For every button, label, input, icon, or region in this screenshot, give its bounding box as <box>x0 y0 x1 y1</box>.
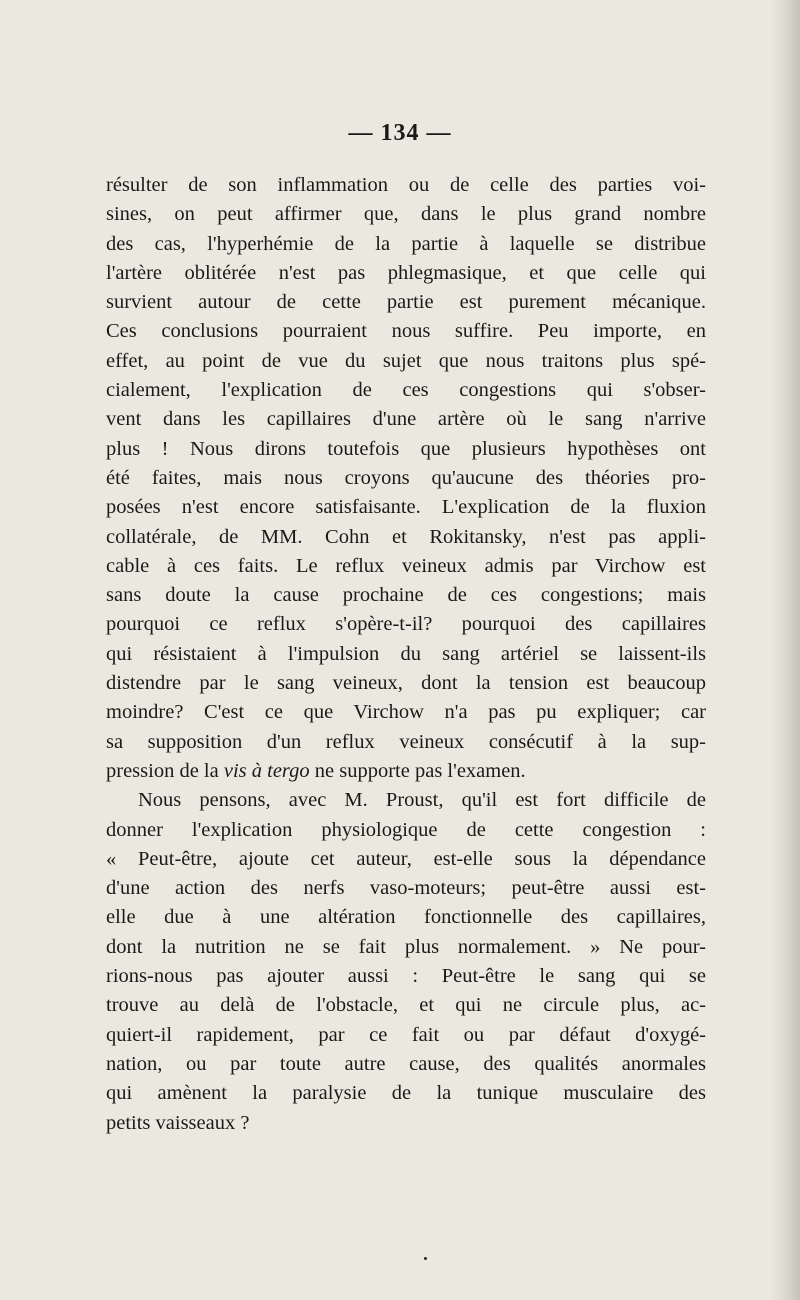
text-line: sa supposition d'un reflux veineux consécutif à la sup- <box>106 730 706 753</box>
paragraph-start-line: Nous pensons, avec M. Proust, qu'il est fort difficile de <box>138 789 706 812</box>
ink-speck <box>424 1257 427 1260</box>
text-line: sines, on peut affirmer que, dans le plus grand nombre <box>106 203 706 226</box>
text-line: sans doute la cause prochaine de ces congestions; mais <box>106 584 706 607</box>
paragraph-end-line <box>106 757 706 786</box>
italic-phrase: vis à tergo <box>223 759 310 782</box>
text-line: qui résistaient à l'impulsion du sang artériel se laissent-ils <box>106 642 706 665</box>
body-text <box>106 171 706 1138</box>
text-line: moindre? C'est ce que Virchow n'a pas pu expliquer; car <box>106 701 706 724</box>
text-segment: pression de la <box>106 759 224 782</box>
text-segment: ne supporte pas l'examen. <box>309 759 526 782</box>
text-line: survient autour de cette partie est purement mécanique. <box>106 291 706 314</box>
text-line: l'artère oblitérée n'est pas phlegmasique, et que celle qui <box>106 261 706 284</box>
text-line: été faites, mais nous croyons qu'aucune des théories pro- <box>106 466 706 489</box>
text-line: elle due à une altération fonctionnelle des capillaires, <box>106 906 706 929</box>
text-line: dont la nutrition ne se fait plus normalement. » Ne pour- <box>106 935 706 958</box>
text-line: des cas, l'hyperhémie de la partie à laquelle se distribue <box>106 232 706 255</box>
text-line: nation, ou par toute autre cause, des qualités anormales <box>106 1052 706 1075</box>
page-edge-shadow <box>770 0 800 1300</box>
text-line: vent dans les capillaires d'une artère où le sang n'arrive <box>106 408 706 431</box>
text-line: cialement, l'explication de ces congestions qui s'obser- <box>106 379 706 402</box>
text-line: donner l'explication physiologique de cette congestion : <box>106 818 706 841</box>
paragraph-end-line: petits vaisseaux ? <box>106 1111 250 1134</box>
text-line: d'une action des nerfs vaso-moteurs; peut-être aussi est- <box>106 877 706 900</box>
text-line: plus ! Nous dirons toutefois que plusieurs hypothèses ont <box>106 437 706 460</box>
text-line: Ces conclusions pourraient nous suffire. Peu importe, en <box>106 320 706 343</box>
text-line: cable à ces faits. Le reflux veineux admis par Virchow est <box>106 554 706 577</box>
text-line: collatérale, de MM. Cohn et Rokitansky, n'est pas appli- <box>106 525 706 548</box>
text-line: trouve au delà de l'obstacle, et qui ne circule plus, ac- <box>106 994 706 1017</box>
text-line: pourquoi ce reflux s'opère-t-il? pourquoi des capillaires <box>106 613 706 636</box>
text-line: résulter de son inflammation ou de celle des parties voi- <box>106 174 706 196</box>
text-line: rions-nous pas ajouter aussi : Peut-être le sang qui se <box>106 965 706 988</box>
text-line: « Peut-être, ajoute cet auteur, est-elle sous la dépendance <box>106 847 706 870</box>
text-line: posées n'est encore satisfaisante. L'explication de la fluxion <box>106 496 706 519</box>
text-line: qui amènent la paralysie de la tunique musculaire des <box>106 1082 706 1105</box>
text-line: distendre par le sang veineux, dont la tension est beaucoup <box>106 672 706 695</box>
text-line: quiert-il rapidement, par ce fait ou par défaut d'oxygé- <box>106 1023 706 1046</box>
page-number: — 134 — <box>348 120 452 146</box>
text-line: effet, au point de vue du sujet que nous traitons plus spé- <box>106 349 706 372</box>
